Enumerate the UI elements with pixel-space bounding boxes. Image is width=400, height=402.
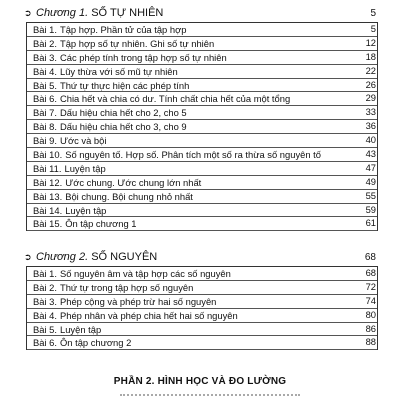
chapter-1-page: 5 [370,7,376,19]
lesson-number: Bài 2. [33,37,57,49]
lesson-number: Bài 7. [33,107,57,119]
lesson-title: Ôn tập chương 2 [59,337,132,349]
lesson-title: Phép cộng và phép trừ hai số nguyên [59,295,217,307]
lesson-page: 86 [365,322,376,334]
lesson-number: Bài 6. [33,337,57,349]
lesson-number: Bài 12. [33,176,63,188]
chapter-2 [24,248,400,350]
lesson-pages-2 [366,266,376,349]
lesson-page: 33 [365,106,376,118]
lesson-page: 55 [365,189,376,201]
lesson-row[interactable] [27,23,377,37]
lesson-page: 59 [365,203,376,215]
lesson-number: Bài 2. [33,281,57,293]
lesson-page: 74 [365,294,376,306]
lesson-number: Bài 13. [33,190,63,202]
lesson-number: Bài 9. [33,135,57,147]
lesson-row[interactable] [27,162,377,176]
lesson-page: 29 [365,92,376,104]
lesson-row[interactable] [27,190,377,204]
lesson-table-1 [26,22,378,231]
lesson-title: Tập hợp số tự nhiên. Ghi số tự nhiên [59,37,215,49]
lesson-title: Số nguyên tố. Hợp số. Phân tích một số ra thừa số nguyên tố [65,148,321,160]
lesson-title: Bội chung. Bội chung nhỏ nhất [65,190,193,202]
lesson-page: 18 [365,50,376,62]
lesson-page: 43 [365,148,376,160]
lesson-page: 80 [365,308,376,320]
arrow-bullet-icon: ➲ [24,251,32,262]
lesson-title: Dấu hiệu chia hết cho 2, cho 5 [59,107,187,119]
lesson-title: Ôn tập chương 1 [65,218,137,230]
lesson-page: 49 [365,175,376,187]
lesson-row[interactable] [27,323,377,337]
lesson-number: Bài 1. [33,267,57,279]
arrow-bullet-icon: ➲ [24,7,32,18]
lesson-title: Ước và bội [59,135,107,147]
lesson-row[interactable] [27,134,377,148]
lesson-page: 88 [365,336,376,348]
lesson-number: Bài 4. [33,65,57,77]
lesson-row[interactable] [27,336,377,350]
lesson-title: Tập hợp. Phần tử của tập hợp [59,23,187,35]
lesson-page: 40 [365,134,376,146]
lesson-row[interactable] [27,295,377,309]
lesson-number: Bài 5. [33,323,57,335]
lesson-row[interactable] [27,267,377,281]
chapter-1-heading [24,4,400,22]
chapter-2-heading [24,248,400,266]
lesson-row[interactable] [27,309,377,323]
lesson-page: 61 [365,217,376,229]
lesson-row[interactable] [27,106,377,120]
lesson-title: Phép nhân và phép chia hết hai số nguyên [59,309,238,321]
cropped-text-fragment [120,394,300,402]
lesson-number: Bài 5. [33,79,57,91]
lesson-row[interactable] [27,204,377,218]
lesson-page: 22 [365,64,376,76]
chapter-1-name: SỐ TỰ NHIÊN [91,7,164,19]
lesson-table-2 [26,266,378,350]
lesson-title: Luyện tập [64,162,106,174]
lesson-row[interactable] [27,281,377,295]
lesson-number: Bài 10. [33,148,63,160]
lesson-page: 5 [370,23,376,34]
lesson-row[interactable] [27,176,377,190]
lesson-number: Bài 4. [33,309,57,321]
lesson-number: Bài 14. [33,204,63,216]
lesson-number: Bài 6. [33,93,57,105]
part-heading: PHẦN 2. HÌNH HỌC VÀ ĐO LƯỜNG [113,376,287,387]
chapter-2-name: SỐ NGUYÊN [91,251,158,263]
lesson-row[interactable] [27,120,377,134]
lesson-title: Luyện tập [65,204,107,216]
lesson-title: Lũy thừa với số mũ tự nhiên [59,65,178,77]
lesson-row[interactable] [27,148,377,162]
lesson-number: Bài 15. [33,218,63,230]
chapter-1-prefix: Chương 1. [36,7,89,19]
lesson-title: Dấu hiệu chia hết cho 3, cho 9 [59,121,187,133]
lesson-number: Bài 3. [33,51,57,63]
lesson-title: Số nguyên âm và tập hợp các số nguyên [59,267,231,279]
lesson-page: 72 [365,280,376,292]
chapter-2-page: 68 [364,251,376,263]
lesson-page: 68 [365,267,376,278]
lesson-title: Luyện tập [59,323,102,335]
lesson-title: Các phép tính trong tập hợp số tự nhiên [59,51,227,63]
lesson-page: 26 [365,78,376,90]
lesson-page: 36 [365,120,376,132]
lesson-row[interactable] [27,65,377,79]
lesson-row[interactable] [27,51,377,65]
lesson-number: Bài 1. [33,23,57,35]
lesson-row[interactable] [27,79,377,93]
chapter-1 [24,4,400,231]
lesson-row[interactable] [27,92,377,106]
lesson-number: Bài 8. [33,121,57,133]
lesson-number: Bài 11. [33,162,62,174]
lesson-number: Bài 3. [33,295,57,307]
lesson-title: Chia hết và chia có dư. Tính chất chia hết của một tổng [59,93,291,105]
lesson-title: Thứ tự trong tập hợp số nguyên [59,281,194,293]
lesson-page: 47 [365,161,376,173]
lesson-title: Thứ tự thực hiện các phép tính [59,79,190,91]
lesson-pages-1 [366,22,376,230]
lesson-page: 12 [365,36,376,48]
lesson-title: Ước chung. Ước chung lớn nhất [65,176,202,188]
lesson-row[interactable] [27,37,377,51]
lesson-row[interactable] [27,217,377,231]
chapter-2-prefix: Chương 2. [36,251,89,263]
